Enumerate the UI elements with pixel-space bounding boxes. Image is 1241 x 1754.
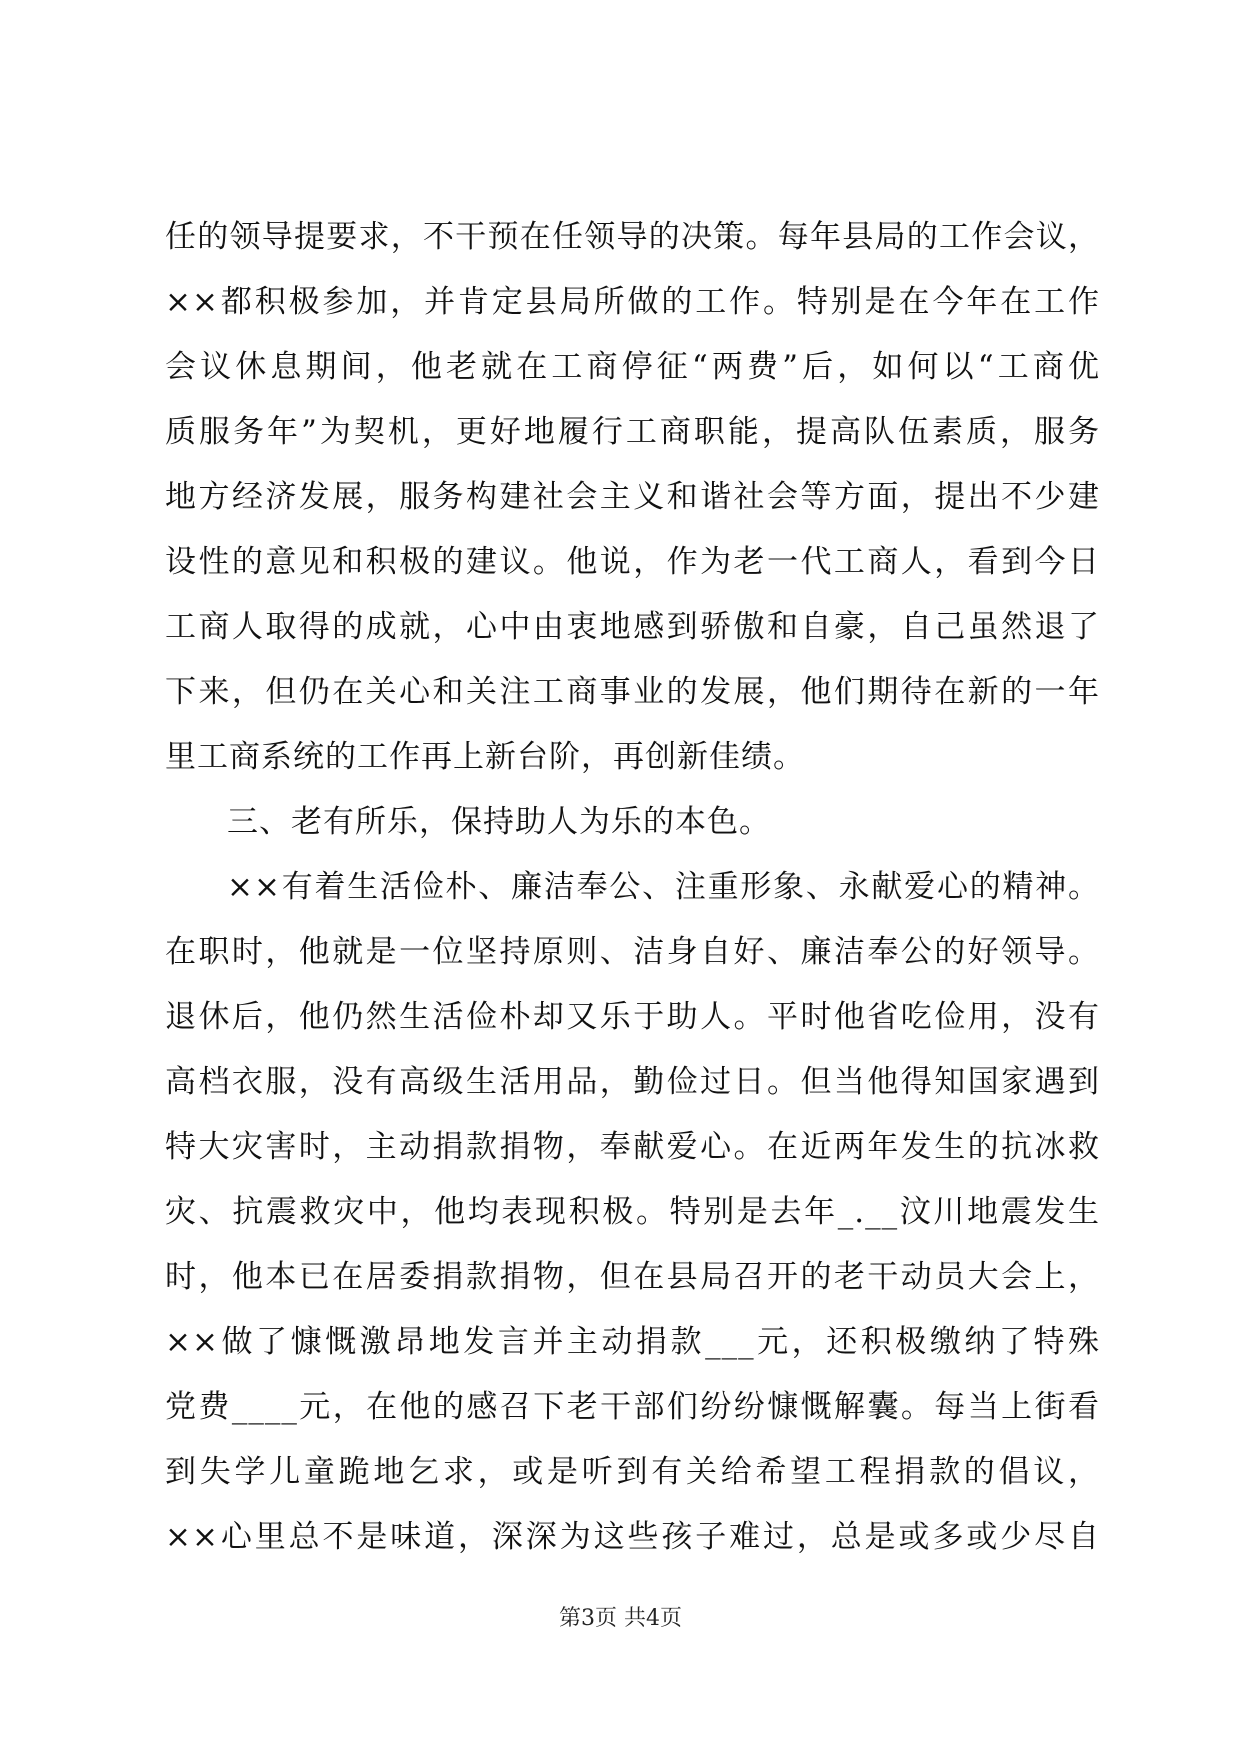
text-line: ××有着生活俭朴、廉洁奉公、注重形象、永献爱心的精神。: [227, 869, 1100, 905]
text-line: 特大灾害时，主动捐款捐物，奉献爱心。在近两年发生的抗冰救: [165, 1129, 1100, 1165]
text-line: 质服务年”为契机，更好地履行工商职能，提高队伍素质，服务: [165, 414, 1100, 450]
text-line: 在职时，他就是一位坚持原则、洁身自好、廉洁奉公的好领导。: [165, 934, 1100, 970]
text-line: 工商人取得的成就，心中由衷地感到骄傲和自豪，自己虽然退了: [165, 609, 1100, 645]
text-line: ××都积极参加，并肯定县局所做的工作。特别是在今年在工作: [165, 284, 1100, 320]
text-line: 党费____元，在他的感召下老干部们纷纷慷慨解囊。每当上街看: [165, 1389, 1100, 1425]
text-line: 到失学儿童跪地乞求，或是听到有关给希望工程捐款的倡议，: [165, 1454, 1100, 1490]
text-line: 会议休息期间，他老就在工商停征“两费”后，如何以“工商优: [165, 349, 1100, 385]
text-line: 时，他本已在居委捐款捐物，但在县局召开的老干动员大会上，: [165, 1259, 1100, 1295]
text-line: 退休后，他仍然生活俭朴却又乐于助人。平时他省吃俭用，没有: [165, 999, 1100, 1035]
text-line: 高档衣服，没有高级生活用品，勤俭过日。但当他得知国家遇到: [165, 1064, 1100, 1100]
text-line: 任的领导提要求，不干预在任领导的决策。每年县局的工作会议，: [165, 219, 1100, 255]
text-line: 下来，但仍在关心和关注工商事业的发展，他们期待在新的一年: [165, 674, 1100, 710]
body-text: [165, 205, 1100, 1570]
text-line: ××做了慷慨激昂地发言并主动捐款___元，还积极缴纳了特殊: [165, 1324, 1100, 1360]
text-line: 设性的意见和积极的建议。他说，作为老一代工商人，看到今日: [165, 544, 1100, 580]
text-line: 里工商系统的工作再上新台阶，再创新佳绩。: [165, 739, 805, 775]
text-line: 三、老有所乐，保持助人为乐的本色。: [227, 804, 771, 840]
text-line: 地方经济发展，服务构建社会主义和谐社会等方面，提出不少建: [165, 479, 1100, 515]
text-line: ××心里总不是味道，深深为这些孩子难过，总是或多或少尽自: [165, 1519, 1100, 1555]
page-number-footer: 第3页 共4页: [559, 1606, 682, 1631]
text-line: 灾、抗震救灾中，他均表现积极。特别是去年_.__汶川地震发生: [165, 1194, 1100, 1230]
